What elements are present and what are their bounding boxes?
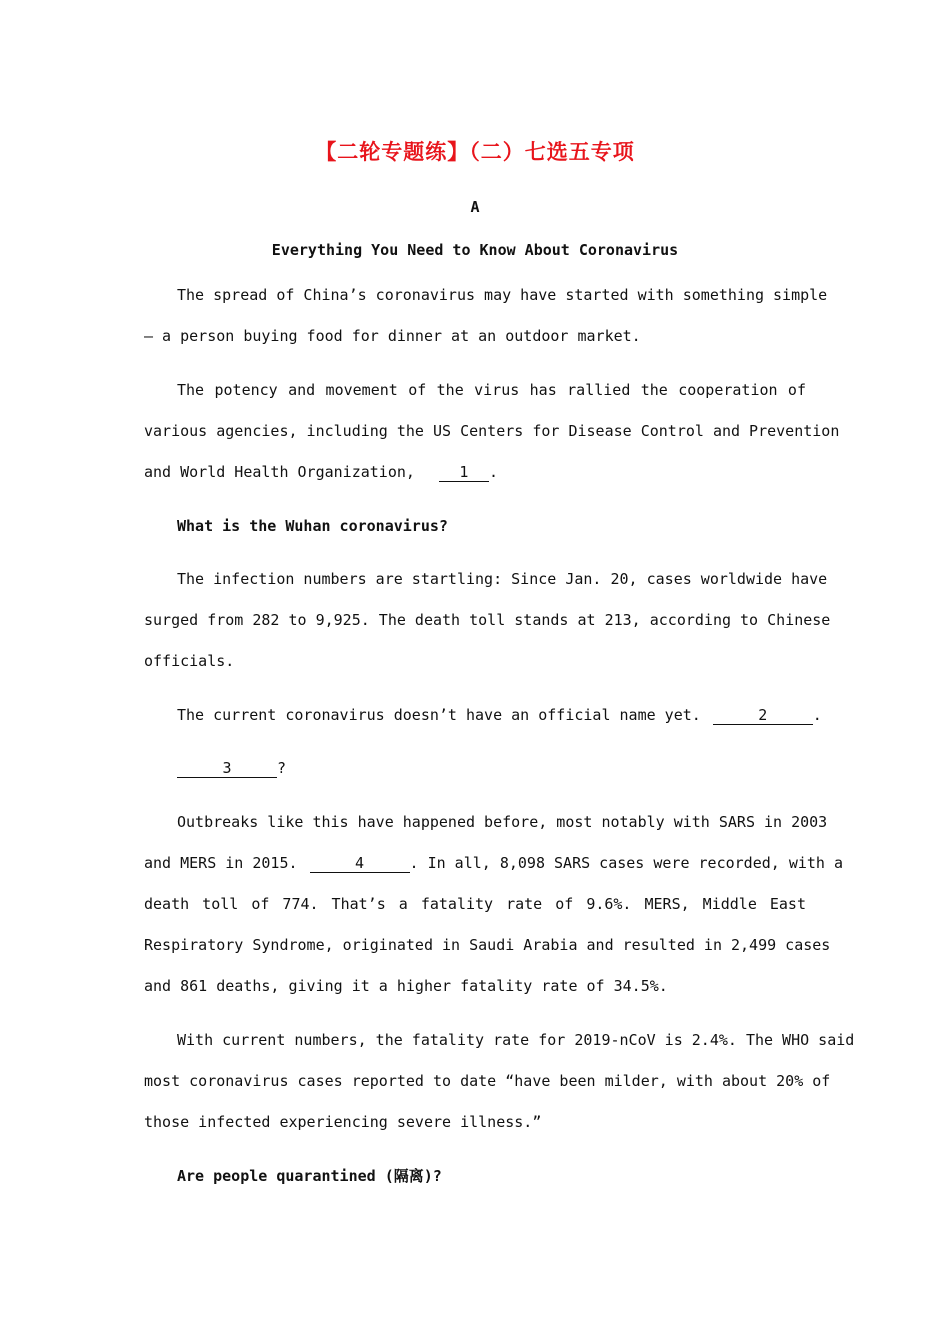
paragraph-5-line-2-end: . In all, 8,098 SARS cases were recorded, with a bbox=[409, 854, 844, 872]
paragraph-5-line-3: death toll of 774. That’s a fatality rate of 9.6%. MERS, Middle East bbox=[144, 895, 806, 913]
paragraph-5-line-2-start bbox=[144, 853, 410, 873]
paragraph-2-line-3 bbox=[144, 462, 806, 482]
blank-2[interactable]: 2 bbox=[713, 707, 813, 725]
paragraph-3-line-3: officials. bbox=[144, 652, 235, 670]
passage-title: Everything You Need to Know About Coronavirus bbox=[271, 241, 679, 259]
paragraph-6-line-3: those infected experiencing severe illness.” bbox=[144, 1113, 542, 1131]
heading-quarantined: Are people quarantined (隔离)? bbox=[177, 1167, 442, 1185]
paragraph-5-line-2 bbox=[144, 853, 844, 873]
paragraph-3-line-1: The infection numbers are startling: Since Jan. 20, cases worldwide have bbox=[177, 570, 828, 588]
paragraph-5-line-4: Respiratory Syndrome, originated in Saudi Arabia and resulted in 2,499 cases bbox=[144, 936, 831, 954]
paragraph-1-line-1: The spread of China’s coronavirus may have started with something simple bbox=[177, 286, 828, 304]
paragraph-6-line-1: With current numbers, the fatality rate for 2019-nCoV is 2.4%. The WHO said bbox=[177, 1031, 855, 1049]
paragraph-2-line-3-end: . bbox=[488, 463, 498, 481]
heading-what-is-coronavirus: What is the Wuhan coronavirus? bbox=[177, 517, 448, 535]
section-letter: A bbox=[470, 198, 480, 216]
paragraph-4-text: The current coronavirus doesn’t have an official name yet. bbox=[177, 706, 701, 724]
paragraph-2-line-1: The potency and movement of the virus has rallied the cooperation of bbox=[177, 381, 806, 399]
paragraph-4-line-1 bbox=[177, 705, 822, 725]
question-3-line bbox=[177, 758, 806, 778]
blank-1[interactable]: 1 bbox=[439, 464, 489, 482]
paragraph-5-line-1: Outbreaks like this have happened before, most notably with SARS in 2003 bbox=[177, 813, 828, 831]
paragraph-4-end: . bbox=[812, 706, 822, 724]
paragraph-1-line-2: — a person buying food for dinner at an outdoor market. bbox=[144, 327, 641, 345]
paragraph-6-line-2: most coronavirus cases reported to date “have been milder, with about 20% of bbox=[144, 1072, 831, 1090]
paragraph-2-line-3-text: and World Health Organization, bbox=[144, 463, 415, 481]
question-3-end: ? bbox=[277, 759, 287, 777]
document-title: 【二轮专题练】（二）七选五专项 bbox=[315, 140, 635, 164]
blank-3[interactable]: 3 bbox=[177, 760, 277, 778]
paragraph-2-line-2: various agencies, including the US Centers for Disease Control and Prevention bbox=[144, 422, 840, 440]
paragraph-5-line-2-text: and MERS in 2015. bbox=[144, 854, 298, 872]
paragraph-5-line-5: and 861 deaths, giving it a higher fatality rate of 34.5%. bbox=[144, 977, 668, 995]
blank-4[interactable]: 4 bbox=[310, 855, 410, 873]
paragraph-3-line-2: surged from 282 to 9,925. The death toll stands at 213, according to Chinese bbox=[144, 611, 831, 629]
